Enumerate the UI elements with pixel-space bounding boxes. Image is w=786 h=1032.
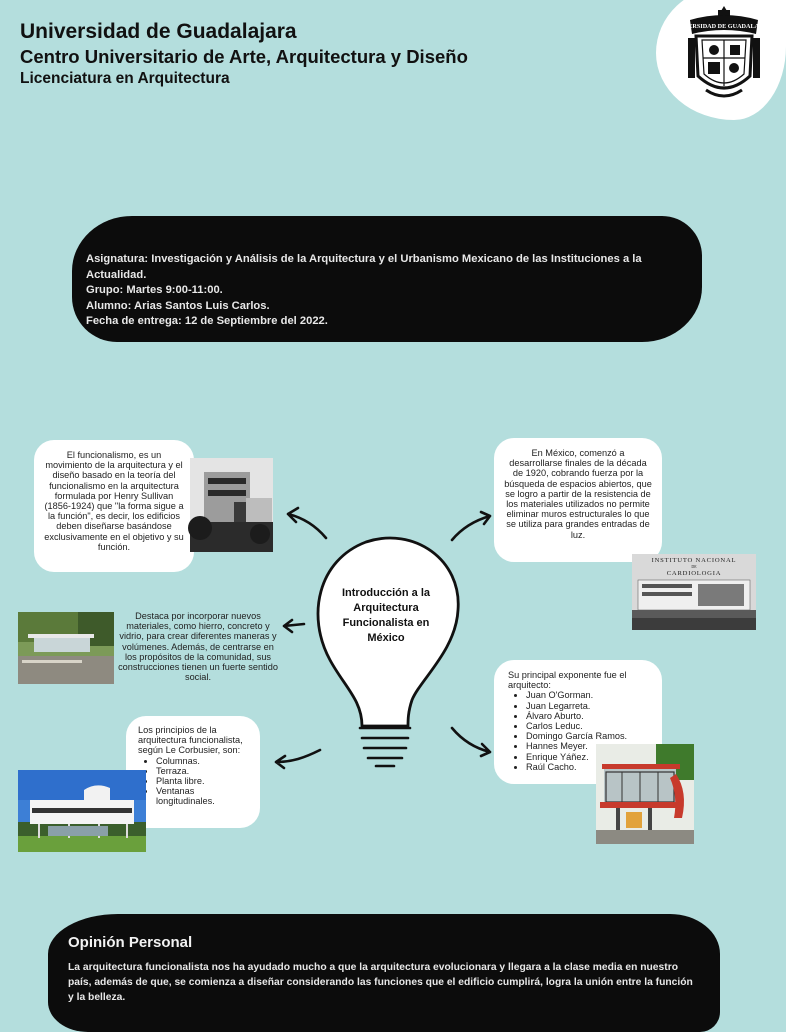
arrow-mid-left xyxy=(284,620,304,632)
arrow-top-right xyxy=(452,512,490,540)
subject-line: Asignatura: Investigación y Análisis de la Arquitectura y el Urbanismo Mexicano de las Instituciones a la Actualidad. xyxy=(86,253,642,281)
due-date-line: Fecha de entrega: 12 de Septiembre del 2022. xyxy=(86,315,328,327)
student-line: Alumno: Arias Santos Luis Carlos. xyxy=(86,299,270,312)
arrow-bottom-right xyxy=(452,728,490,756)
arrow-bottom-left xyxy=(276,750,320,768)
opinion-title: Opinión Personal xyxy=(68,934,193,951)
university-title: Universidad de Guadalajara xyxy=(20,20,297,43)
principles-card xyxy=(132,722,254,822)
photo-red-house xyxy=(596,744,694,844)
photo-glass-pavilion xyxy=(18,612,114,684)
photo-cardiologia-institute xyxy=(632,554,756,630)
list-item: • Ventanas longitudinales. xyxy=(156,786,248,806)
svg-text:INSTITUTO NACIONAL: INSTITUTO NACIONAL xyxy=(651,557,737,564)
list-item: • Terraza. xyxy=(156,766,248,776)
bulb-title: Introducción a la Arquitectura Funcionalista en México xyxy=(341,587,430,644)
list-item: • Raúl Cacho. xyxy=(526,762,648,772)
opinion-banner xyxy=(48,914,720,1032)
center-title: Centro Universitario de Arte, Arquitectura y Diseño xyxy=(20,46,468,67)
photo-bw-building xyxy=(190,458,273,552)
principles-intro: Los principios de la arquitectura funcionalista, según Le Corbusier, son: xyxy=(138,725,243,756)
materials-card: Destaca por incorporar nuevos materiales, como hierro, concreto y vidrio, para crear diferentes maneras y volúmenes. Además, de centrarse en los propósitos de la comunidad, sus construcciones tienen un fuerte sentido social. xyxy=(118,611,278,683)
mexico-card: En México, comenzó a desarrollarse finales de la década de 1920, cobrando fuerza por la búsqueda de espacios abiertos, que se logro a partir de la resistencia de los materiales utilizados no permite eliminar muros estructurales lo que se utiliza para grandes entradas de luz. xyxy=(500,444,656,556)
svg-text:UNIVERSIDAD DE GUADALAJARA: UNIVERSIDAD DE GUADALAJARA xyxy=(672,23,776,30)
list-item: • Enrique Yáñez. xyxy=(526,752,648,762)
principles-list xyxy=(138,756,248,807)
svg-text:CARDIOLOGIA: CARDIOLOGIA xyxy=(666,570,722,577)
functionalism-card: El funcionalismo, es un movimiento de la arquitectura y el diseño basado en la teoría del funcionalismo en la arquitectura formulada por Henry Sullivan (1856-1924) que "la forma sigue a la función", es decir, los edificios deben diseñarse basándose exclusivamente en el objetivo y su función. xyxy=(40,446,188,566)
bulb-base-icon xyxy=(360,728,410,766)
degree-title: Licenciatura en Arquitectura xyxy=(20,70,230,87)
opinion-text: La arquitectura funcionalista nos ha ayudado mucho a que la arquitectura evolucionara y llegara a la clase media en nuestro país, además de que, se comienza a diseñar considerando las funciones que el edificio cumplirá, logra la unión entre la función y la belleza. xyxy=(68,962,693,1003)
svg-text:DE: DE xyxy=(691,564,697,569)
list-item: • Álvaro Aburto. xyxy=(526,711,648,721)
list-item: • Carlos Leduc. xyxy=(526,721,648,731)
arrow-top-left xyxy=(288,508,326,538)
list-item: • Hannes Meyer. xyxy=(526,741,648,751)
exponents-intro: Su principal exponente fue el arquitecto: xyxy=(508,670,627,691)
list-item: • Juan O'Gorman. xyxy=(526,690,648,700)
list-item: • Columnas. xyxy=(156,756,248,766)
photo-villa-savoye xyxy=(18,770,146,852)
list-item: • Planta libre. xyxy=(156,776,248,786)
group-line: Grupo: Martes 9:00-11:00. xyxy=(86,284,223,296)
list-item: • Juan Legarreta. xyxy=(526,701,648,711)
list-item: • Domingo García Ramos. xyxy=(526,731,648,741)
